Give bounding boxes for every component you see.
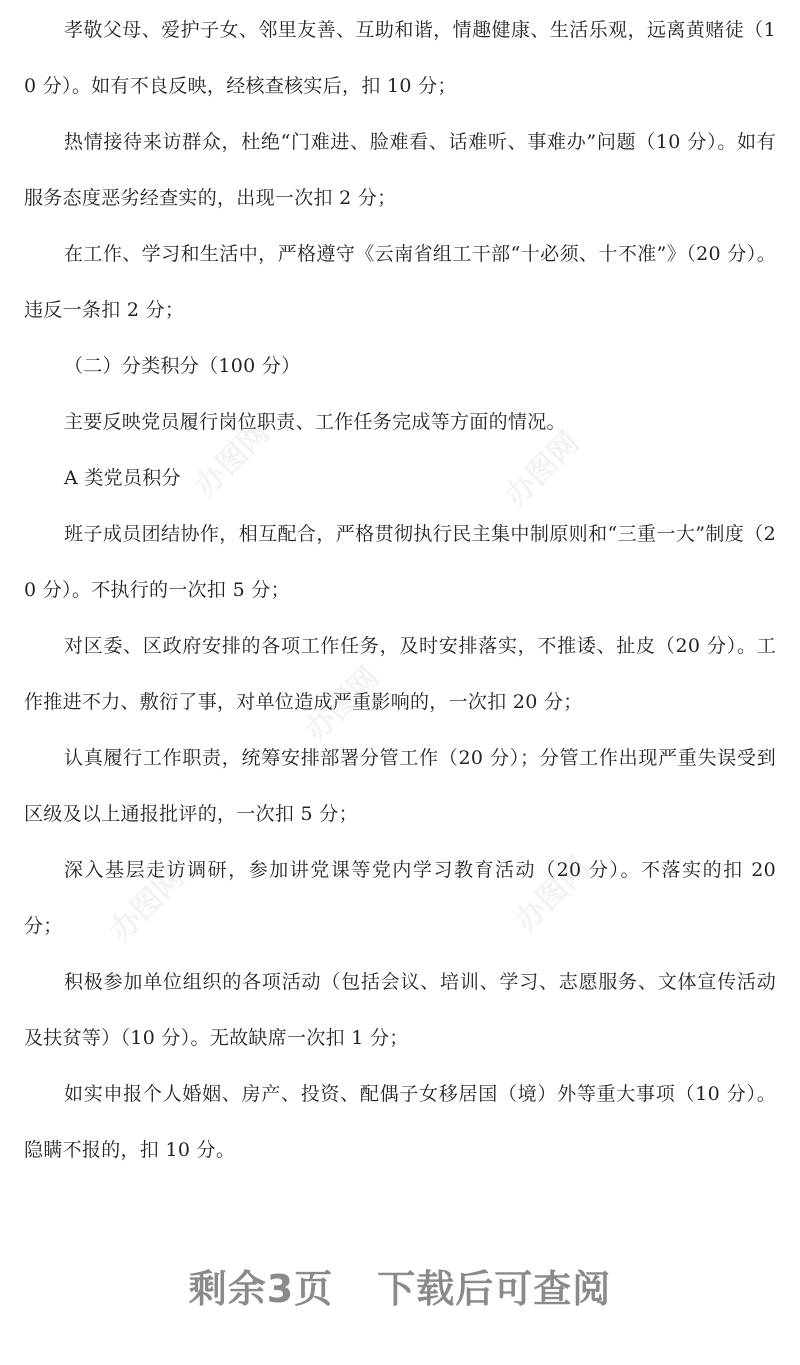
paragraph-public-service: 热情接待来访群众，杜绝“门难进、脸难看、话难听、事难办”问题（10 分）。如有服务态度恶劣经查实的，出现一次扣 2 分； [24, 131, 776, 209]
paragraph-family-virtue: 孝敬父母、爱护子女、邻里友善、互助和谐，情趣健康、生活乐观，远离黄赌徒（10 分）。如有不良反映，经核查核实后，扣 10 分； [24, 19, 776, 97]
watermark: 办图网 [498, 425, 587, 514]
subheading-class-a: A 类党员积分 [64, 467, 181, 489]
watermark: 办图网 [508, 850, 597, 939]
download-prompt[interactable] [0, 1258, 800, 1313]
section-heading-classified-points: （二）分类积分（100 分） [64, 355, 301, 377]
paragraph-activity-participation: 积极参加单位组织的各项活动（包括会议、培训、学习、志愿服务、文体宣传活动及扶贫等）（10 分）。无故缺席一次扣 1 分； [24, 971, 776, 1049]
paragraph-team-cooperation: 班子成员团结协作，相互配合，严格贯彻执行民主集中制原则和“三重一大”制度（20 分）。不执行的一次扣 5 分； [24, 523, 776, 601]
remaining-pages-label: 剩余3页 [188, 1267, 334, 1311]
paragraph-duty-performance: 认真履行工作职责，统筹安排部署分管工作（20 分）；分管工作出现严重失误受到区级及以上通报批评的，一次扣 5 分； [24, 747, 776, 825]
paragraph-discipline-rules: 在工作、学习和生活中，严格遵守《云南省组工干部“十必须、十不准”》（20 分）。违反一条扣 2 分； [24, 243, 776, 321]
paragraph-section-intro: 主要反映党员履行岗位职责、工作任务完成等方面的情况。 [64, 411, 566, 433]
download-to-view-label: 下载后可查阅 [377, 1267, 612, 1311]
paragraph-personal-declaration: 如实申报个人婚姻、房产、投资、配偶子女移居国（境）外等重大事项（10 分）。隐瞒不报的，扣 10 分。 [24, 1083, 776, 1161]
watermark: 办图网 [103, 860, 192, 949]
watermark: 办图网 [188, 415, 277, 504]
paragraph-grassroots-research: 深入基层走访调研，参加讲党课等党内学习教育活动（20 分）。不落实的扣 20 分； [24, 859, 776, 937]
watermark: 办图网 [298, 660, 387, 749]
paragraph-task-implementation: 对区委、区政府安排的各项工作任务，及时安排落实，不推诿、扯皮（20 分）。工作推进不力、敷衍了事，对单位造成严重影响的，一次扣 20 分； [24, 635, 776, 713]
